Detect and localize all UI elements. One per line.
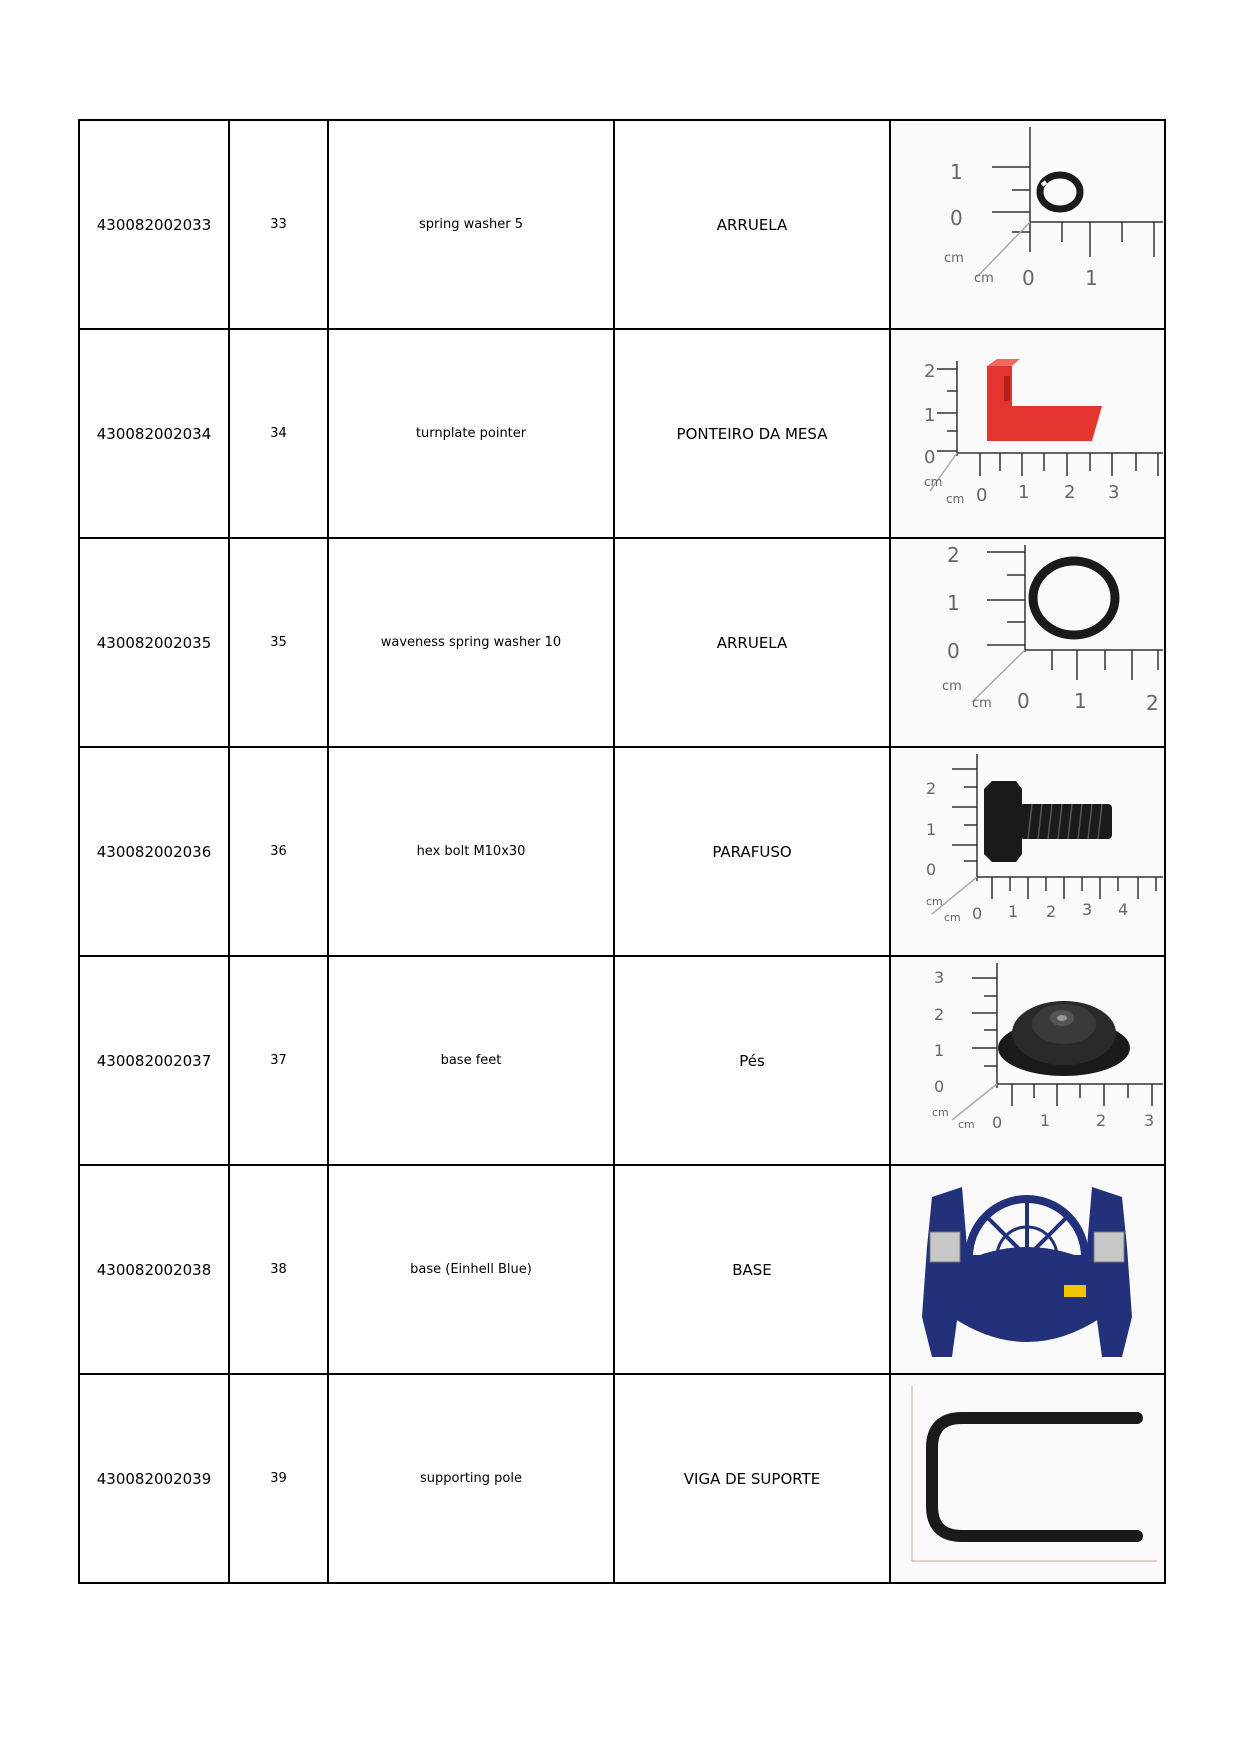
table-row: [79, 956, 1165, 1165]
scale-tick-label: 1: [934, 1041, 945, 1060]
part-number: 430082002036: [79, 747, 229, 956]
part-number: 430082002034: [79, 329, 229, 538]
description-portuguese: Pés: [614, 956, 890, 1165]
scale-unit-label: cm: [958, 1118, 975, 1131]
scale-tick-label: 0: [972, 904, 983, 923]
part-number: 430082002038: [79, 1165, 229, 1374]
scale-tick-label: 3: [1108, 482, 1120, 503]
description-portuguese: ARRUELA: [614, 120, 890, 329]
scale-tick-label: 1: [947, 591, 960, 615]
position-number: 37: [229, 956, 328, 1165]
part-image-cell: [890, 1374, 1165, 1583]
scale-tick-label: 1: [1040, 1111, 1051, 1130]
turnplate-pointer-icon: [987, 359, 1102, 441]
part-image-cell: [890, 329, 1165, 538]
scale-tick-label: 1: [1018, 482, 1030, 503]
part-number: 430082002033: [79, 120, 229, 329]
scale-tick-label: 0: [926, 860, 937, 879]
position-number: 39: [229, 1374, 328, 1583]
part-image-cell: [890, 747, 1165, 956]
position-number: 35: [229, 538, 328, 747]
scale-tick-label: 4: [1118, 900, 1129, 919]
scale-tick-label: 3: [1082, 900, 1093, 919]
scale-tick-label: 2: [934, 1005, 945, 1024]
scale-unit-label: cm: [926, 895, 943, 908]
table-row: [79, 329, 1165, 538]
scale-tick-label: 2: [1146, 691, 1159, 715]
spring-washer-icon: [1040, 175, 1080, 209]
description-portuguese: ARRUELA: [614, 538, 890, 747]
scale-unit-label: cm: [946, 492, 965, 506]
table-row: [79, 1374, 1165, 1583]
scale-tick-label: 1: [950, 160, 963, 184]
part-number: 430082002035: [79, 538, 229, 747]
scale-unit-label: cm: [972, 696, 992, 711]
scale-tick-label: 0: [924, 447, 936, 468]
scale-unit-label: cm: [974, 271, 994, 286]
scale-tick-label: 3: [934, 968, 945, 987]
scale-tick-label: 0: [1022, 266, 1035, 290]
description-english: supporting pole: [328, 1374, 614, 1583]
scale-unit-label: cm: [924, 475, 943, 489]
parts-table: [78, 119, 1166, 1584]
scale-tick-label: 2: [1096, 1111, 1107, 1130]
turnplate-pointer-photo: [892, 331, 1163, 536]
description-english: base (Einhell Blue): [328, 1165, 614, 1374]
base-icon: [922, 1187, 1132, 1357]
description-english: base feet: [328, 956, 614, 1165]
scale-tick-label: 0: [976, 485, 988, 506]
hex-bolt-icon: [984, 781, 1112, 862]
position-number: 33: [229, 120, 328, 329]
supporting-pole-icon: [932, 1418, 1137, 1536]
scale-tick-label: 3: [1144, 1111, 1155, 1130]
wave-washer-icon: [1033, 561, 1115, 635]
scale-tick-label: 2: [1046, 902, 1057, 921]
position-number: 38: [229, 1165, 328, 1374]
description-english: turnplate pointer: [328, 329, 614, 538]
position-number: 36: [229, 747, 328, 956]
part-number: 430082002039: [79, 1374, 229, 1583]
table-row: [79, 120, 1165, 329]
scale-tick-label: 1: [926, 820, 937, 839]
base-photo: [892, 1167, 1163, 1372]
base-feet-photo: [892, 958, 1163, 1163]
scale-tick-label: 2: [926, 779, 937, 798]
scale-tick-label: 1: [1074, 689, 1087, 713]
wave-washer-photo: [892, 540, 1163, 745]
description-portuguese: BASE: [614, 1165, 890, 1374]
description-english: waveness spring washer 10: [328, 538, 614, 747]
scale-tick-label: 2: [947, 543, 960, 567]
table-row: [79, 538, 1165, 747]
description-english: hex bolt M10x30: [328, 747, 614, 956]
position-number: 34: [229, 329, 328, 538]
part-number: 430082002037: [79, 956, 229, 1165]
scale-unit-label: cm: [942, 679, 962, 694]
scale-tick-label: 2: [924, 361, 936, 382]
part-image-cell: [890, 956, 1165, 1165]
scale-tick-label: 0: [950, 206, 963, 230]
description-portuguese: VIGA DE SUPORTE: [614, 1374, 890, 1583]
part-image-cell: [890, 120, 1165, 329]
description-english: spring washer 5: [328, 120, 614, 329]
table-row: [79, 747, 1165, 956]
part-image-cell: [890, 1165, 1165, 1374]
base-feet-icon: [998, 1001, 1130, 1076]
scale-tick-label: 1: [1008, 902, 1019, 921]
supporting-pole-photo: [892, 1376, 1163, 1581]
scale-unit-label: cm: [932, 1106, 949, 1119]
scale-unit-label: cm: [944, 911, 961, 924]
scale-tick-label: 0: [992, 1113, 1003, 1132]
scale-tick-label: 0: [934, 1077, 945, 1096]
description-portuguese: PONTEIRO DA MESA: [614, 329, 890, 538]
scale-tick-label: 0: [1017, 689, 1030, 713]
scale-tick-label: 1: [924, 405, 936, 426]
hex-bolt-photo: [892, 749, 1163, 954]
spring-washer-photo: [892, 122, 1163, 327]
scale-tick-label: 0: [947, 639, 960, 663]
scale-tick-label: 2: [1064, 482, 1076, 503]
scale-unit-label: cm: [944, 251, 964, 266]
part-image-cell: [890, 538, 1165, 747]
scale-tick-label: 1: [1085, 266, 1098, 290]
table-row: [79, 1165, 1165, 1374]
description-portuguese: PARAFUSO: [614, 747, 890, 956]
